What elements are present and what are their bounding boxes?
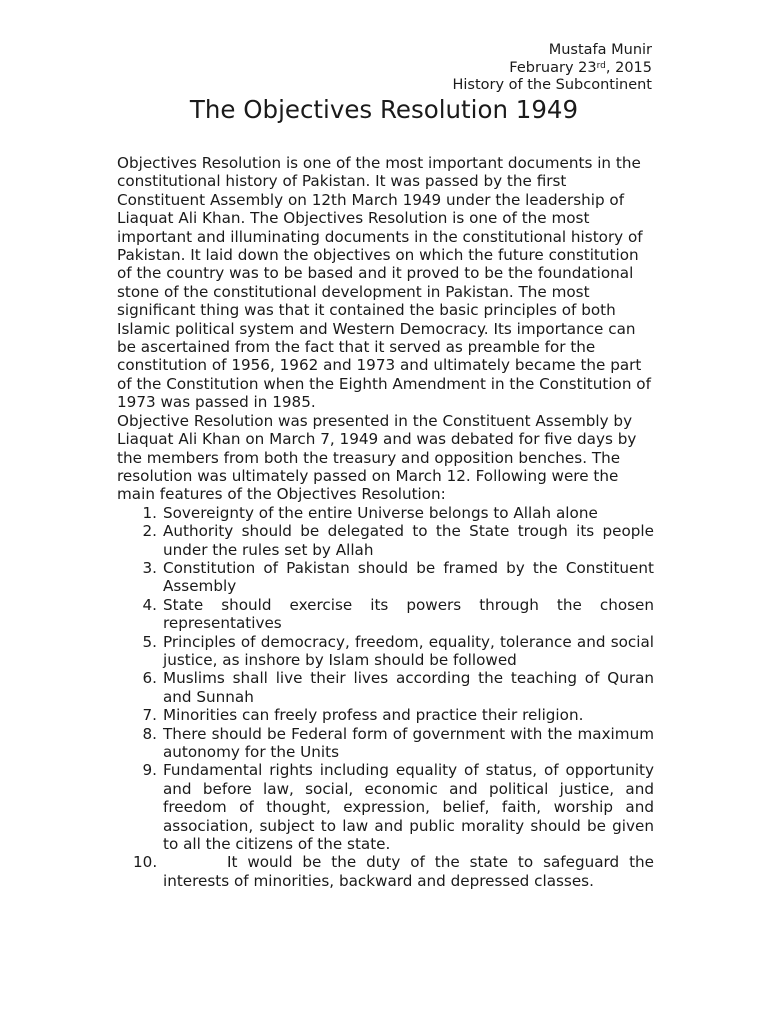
list-item-text: Principles of democracy, freedom, equality, tolerance and social justice, as inshore by Islam should be followed — [163, 632, 654, 669]
list-item-number: 9. — [142, 761, 157, 780]
date-text: February 23 — [509, 59, 597, 76]
date-year: , 2015 — [605, 59, 652, 76]
list-item — [117, 596, 654, 633]
list-item-text: There should be Federal form of government with the maximum autonomy for the Units — [163, 724, 654, 761]
list-item — [117, 504, 654, 522]
list-item-text: Constitution of Pakistan should be framed by the Constituent Assembly — [163, 558, 654, 596]
features-list — [117, 504, 654, 891]
list-item — [117, 633, 654, 670]
author-name: Mustafa Munir — [548, 42, 652, 58]
list-item-number: 1. — [142, 503, 157, 522]
list-item — [117, 559, 654, 596]
list-item-text: Authority should be delegated to the State trough its people under the rules set by Allah — [163, 522, 654, 559]
list-item-text: Muslims shall live their lives according the teaching of Quran and Sunnah — [163, 669, 654, 706]
list-item-text: Sovereignty of the entire Universe belongs to Allah alone — [163, 503, 598, 522]
list-item-text: It would be the duty of the state to safeguard the interests of minorities, backward and depressed classes. — [163, 853, 654, 890]
list-item-number: 7. — [142, 706, 157, 725]
features-intro-paragraph: Objective Resolution was presented in the Constituent Assembly by Liaquat Ali Khan on March 7, 1949 and was debated for five days by the members from both the treasury and opposition benches. The resolution was ultimately passed on March 12. Following were the main features of the Objectives Resolution: — [117, 411, 637, 504]
list-item-number: 6. — [142, 669, 157, 688]
list-item-number: 4. — [142, 595, 157, 614]
list-item — [117, 669, 654, 706]
document-body — [117, 154, 654, 890]
list-item — [117, 706, 654, 724]
document-date — [452, 60, 652, 78]
intro-paragraph: Objectives Resolution is one of the most important documents in the constitutional history of Pakistan. It was passed by the first Constituent Assembly on 12th March 1949 under the leadership of Liaquat Ali Khan. The Objectives Resolution is one of the most important and illuminating documents in the constitutional history of Pakistan. It laid down the objectives on which the future constitution of the country was to be based and it proved to be the foundational stone of the constitutional development in Pakistan. The most significant thing was that it contained the basic principles of both Islamic political system and Western Democracy. Its importance can be ascertained from the fact that it served as preamble for the constitution of 1956, 1962 and 1973 and ultimately became the part of the Constitution when the Eighth Amendment in the Constitution of 1973 was passed in 1985. — [117, 154, 651, 412]
list-item — [117, 522, 654, 559]
list-item-number: 5. — [142, 632, 157, 651]
list-item-number: 3. — [142, 558, 157, 577]
document-header — [452, 42, 652, 95]
list-item — [117, 725, 654, 762]
list-item — [117, 761, 654, 853]
list-item — [117, 853, 654, 890]
list-item-number: 8. — [142, 724, 157, 743]
date-ordinal-suffix: rd — [596, 60, 606, 71]
document-title: The Objectives Resolution 1949 — [189, 95, 579, 124]
list-item-number: 10. — [133, 853, 158, 872]
list-item-text: Fundamental rights including equality of status, of opportunity and before law, social, economic and political justice, and freedom of thought, expression, belief, faith, worship and association, subject to law and public morality should be given to all the citizens of the state. — [163, 761, 654, 854]
list-item-text: Minorities can freely profess and practice their religion. — [163, 706, 584, 725]
list-item-text: State should exercise its powers through the chosen representatives — [163, 595, 654, 633]
list-item-number: 2. — [142, 522, 157, 541]
course-name: History of the Subcontinent — [452, 77, 652, 93]
